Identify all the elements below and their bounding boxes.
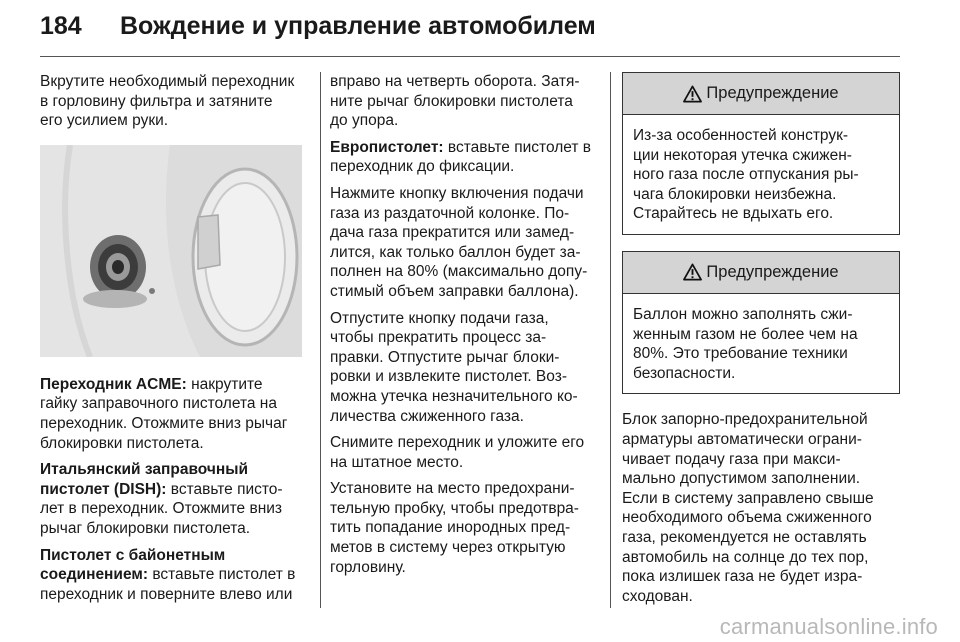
acme-label: Переходник ACME: — [40, 375, 187, 393]
dish-paragraph: Итальянский заправочный пистолет (DISH): вставьте писто- лет в переходник. Отожмите вниз рычаг блокировки пистолета. — [40, 460, 306, 538]
acme-paragraph: Переходник ACME: накрутите гайку заправочного пистолета на переходник. Отожмите вниз рычаг блокировки пистолета. — [40, 375, 288, 452]
warning-header-1 — [623, 73, 899, 115]
warning-title-1: Предупреждение — [706, 83, 839, 102]
warning-header-2 — [623, 252, 899, 294]
bayonet-label-line1: Пистолет с байонетным — [40, 546, 226, 564]
warning-triangle-icon — [683, 85, 702, 103]
warning-triangle-icon — [683, 263, 702, 281]
dish-label-line1: Итальянский заправочный — [40, 461, 248, 479]
dish-label-line2: пистолет (DISH): — [40, 480, 167, 498]
remove-adapter-paragraph: Снимите переходник и уложите его на штатное место. — [330, 434, 585, 471]
bayonet-paragraph: Пистолет с байонетным соединением: вставьте пистолет в переходник и поверните влево или — [40, 546, 306, 605]
page-title: Вождение и управление автомобилем — [120, 12, 596, 40]
press-button-paragraph: Нажмите кнопку включения подачи газа из раздаточной колонке. По- дача газа прекратится или замед- лится, как только баллон будет за- полнен на 80% (максимально допу- стимый объем заправки баллона). — [330, 184, 588, 300]
header-divider — [40, 56, 900, 57]
warning-title-2: Предупреждение — [706, 262, 839, 281]
bayonet-label-line2: соединением: — [40, 566, 148, 584]
install-plug-paragraph: Установите на место предохрани- тельную пробку, чтобы предотвра- тить попадание инородных пред- метов в систему через открытую горловину. — [330, 480, 579, 576]
column-divider-2 — [610, 72, 611, 608]
column-2 — [330, 72, 604, 584]
column-divider-1 — [320, 72, 321, 608]
warning-text-1: Из-за особенностей конструк- ции некоторая утечка сжижен- ного газа после отпускания ры- чага блокировки неизбежна. Старайтесь не вдыхать его. — [633, 127, 859, 223]
valve-block-paragraph: Блок запорно-предохранительной арматуры автоматически ограни- чивает подачу газа при макси- мально допустимом заполнении. Если в систему заправлено свыше необходимого объема сжиженного газа, рекомендуется не оставлять автомобиль на солнце до тех пор, пока излишек газа не будет изра- сходован. — [622, 411, 874, 605]
release-button-paragraph: Отпустите кнопку подачи газа, чтобы прекратить процесс за- правки. Отпустите рычаг блоки- ровки и извлеките пистолет. Воз- можна утечка незначительного ко- личества сжиженного газа. — [330, 309, 578, 425]
warning-text-2: Баллон можно заполнять сжи- женным газом не более чем на 80%. Это требование техники безопасности. — [633, 305, 858, 382]
warning-box-2 — [622, 251, 900, 394]
filler-neck-image — [40, 145, 302, 357]
warning-box-1 — [622, 72, 900, 235]
fuel-filler-illustration — [40, 145, 302, 357]
euro-paragraph: Европистолет: вставьте пистолет в переходник до фиксации. — [330, 138, 592, 176]
page-number: 184 — [40, 12, 82, 40]
intro-paragraph: Вкрутите необходимый переходник в горловину фильтра и затяните его усилием руки. — [40, 73, 295, 130]
column-1 — [40, 72, 306, 611]
euro-label: Европистолет: — [330, 138, 444, 156]
page-header — [40, 10, 900, 44]
bayonet-continued-paragraph: вправо на четверть оборота. Затя- ните рычаг блокировки пистолета до упора. — [330, 73, 580, 130]
column-3 — [622, 72, 900, 613]
watermark: carmanualsonline.info — [719, 614, 938, 639]
